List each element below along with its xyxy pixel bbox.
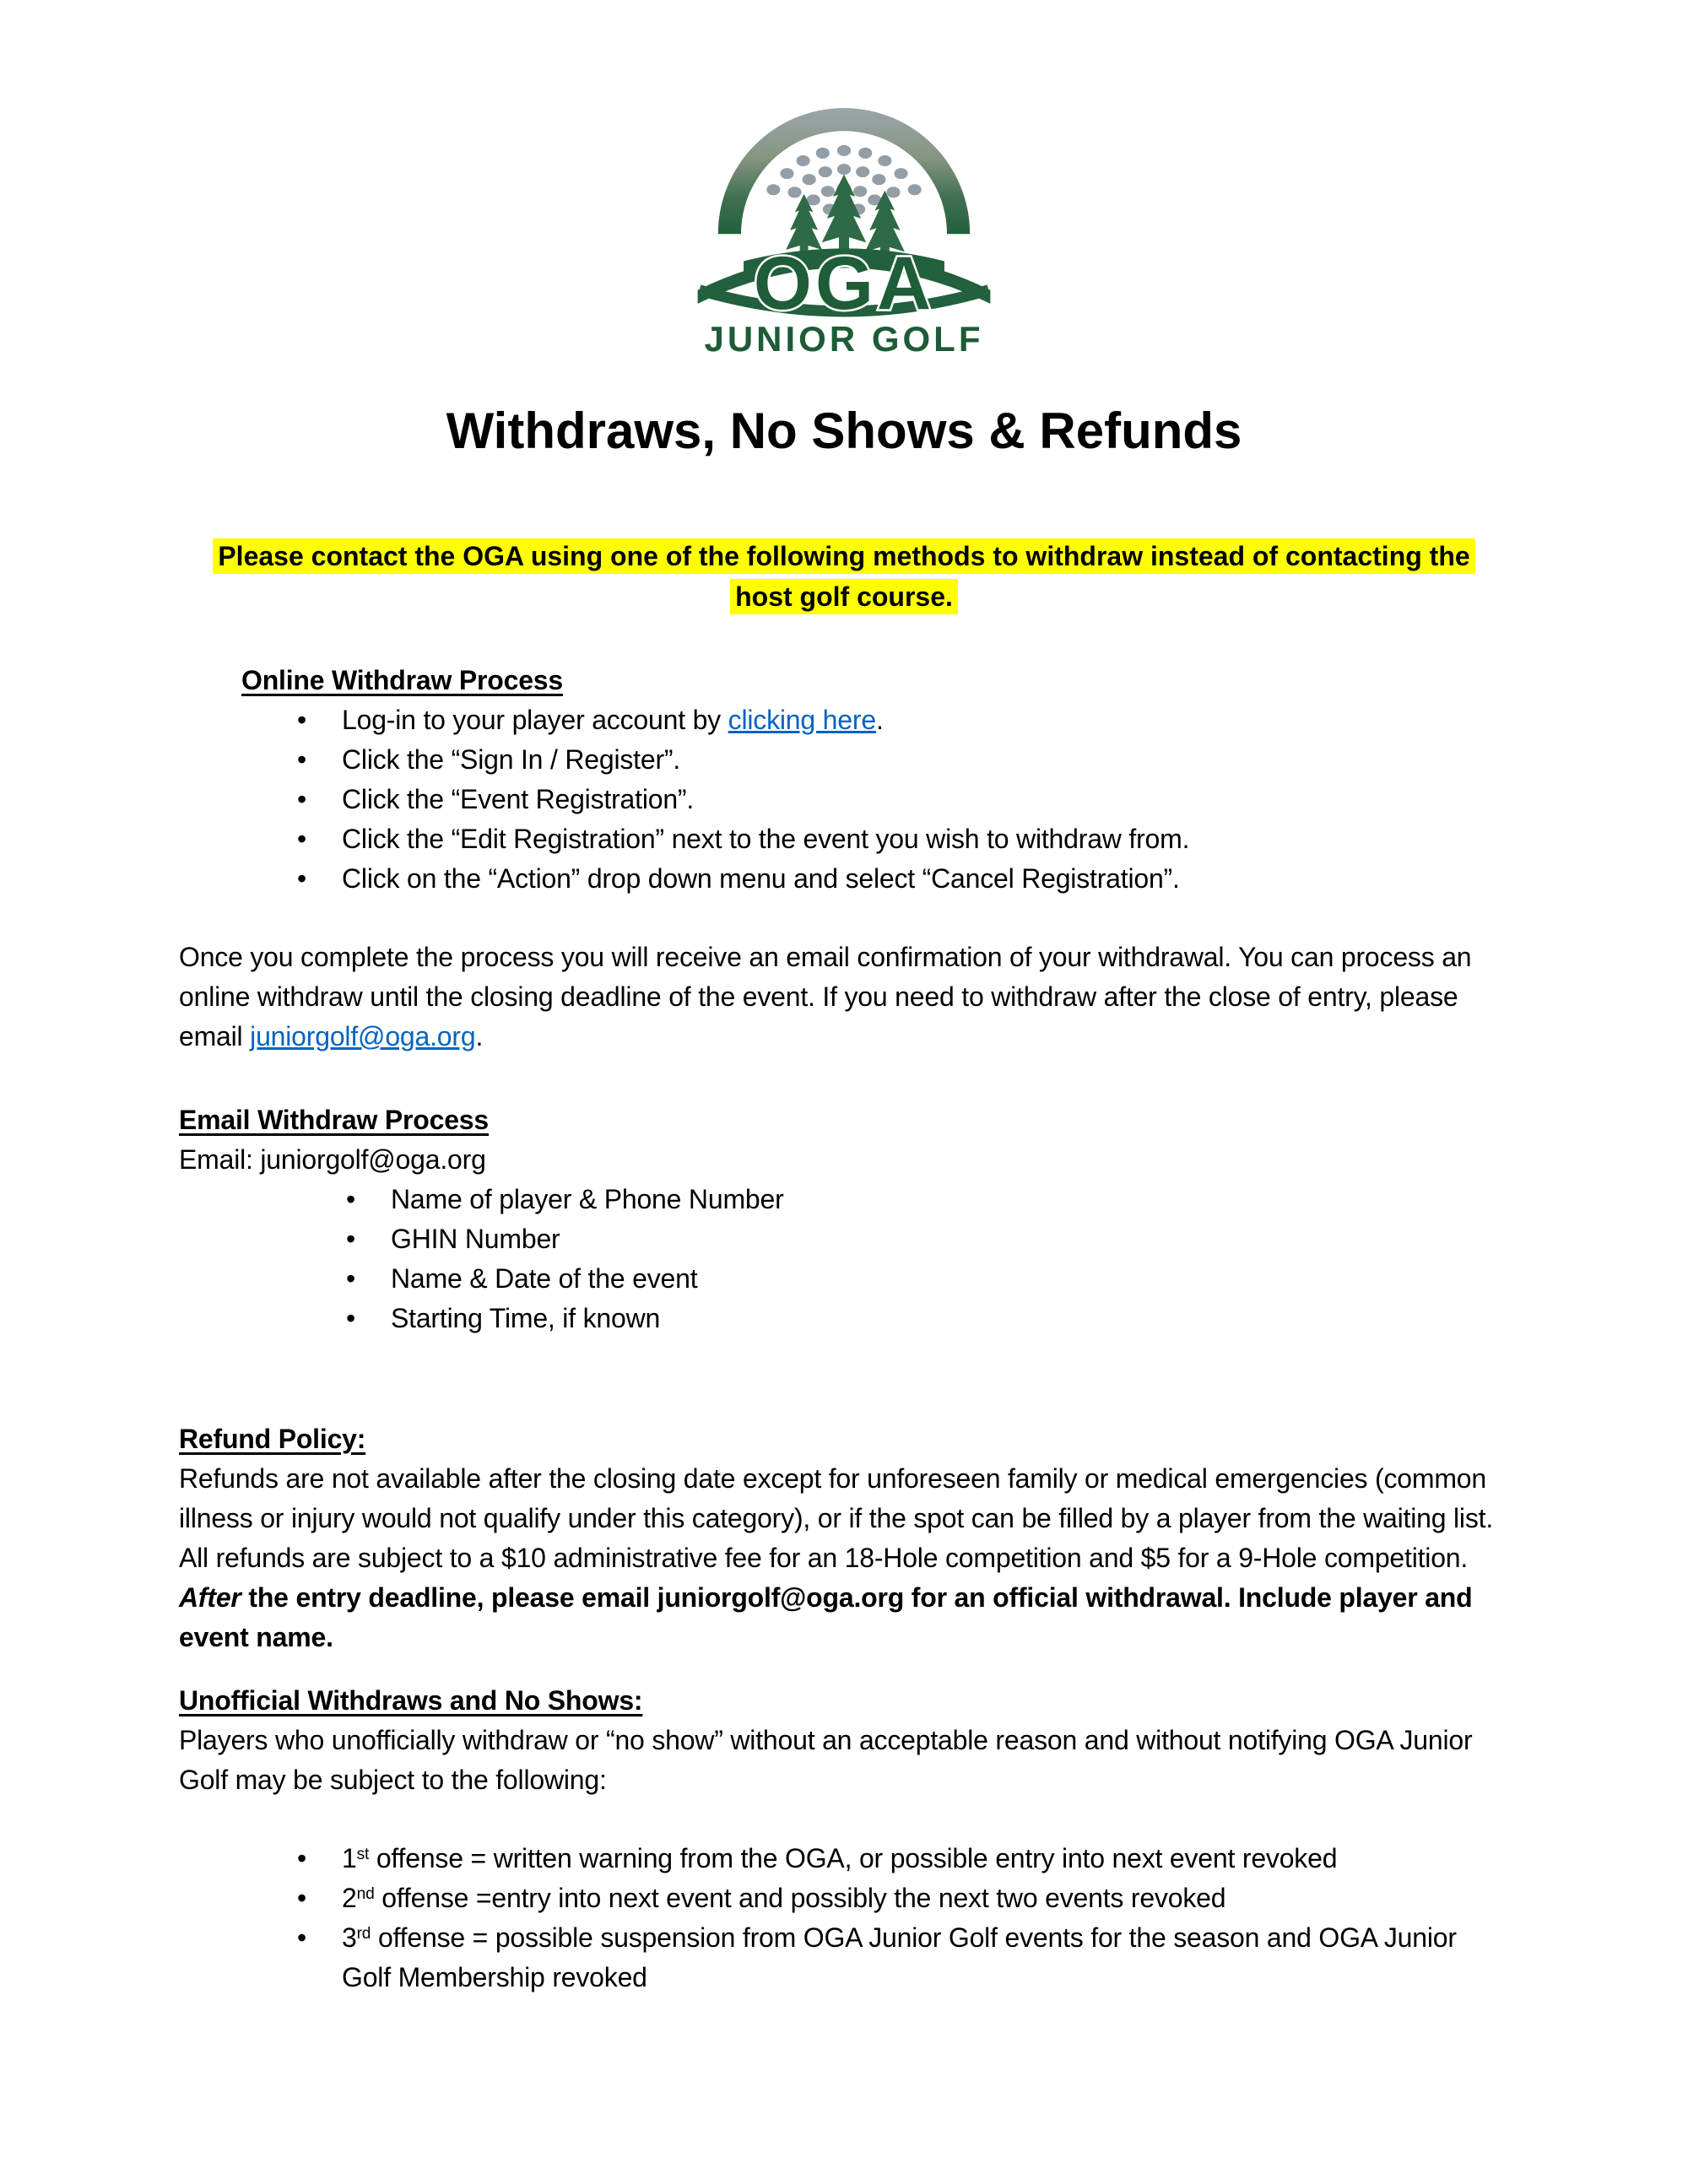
- online-withdraw-steps-list: [179, 700, 1509, 899]
- email-withdraw-items-list: [179, 1180, 1509, 1338]
- step-text: Click the “Sign In / Register”.: [342, 744, 681, 776]
- document-body: [179, 661, 1509, 1997]
- bullet-icon: •: [346, 1303, 356, 1334]
- section-heading-unofficial-withdraws: Unofficial Withdraws and No Shows:: [179, 1685, 643, 1716]
- confirmation-paragraph: [179, 938, 1509, 1057]
- bullet-icon: •: [297, 863, 307, 895]
- list-item: [179, 1259, 1509, 1299]
- offense-number: 1: [342, 1843, 357, 1874]
- step-text: Click the “Event Registration”.: [342, 784, 695, 815]
- section-heading-email-withdraw: Email Withdraw Process: [179, 1105, 489, 1136]
- offense-text: [342, 1843, 1337, 1873]
- ordinal-suffix: nd: [356, 1884, 375, 1903]
- text-segment: offense =entry into next event and possibly the next two events revoked: [374, 1883, 1226, 1914]
- offense-number: 3: [342, 1922, 357, 1954]
- list-item: [179, 859, 1509, 899]
- offense-text: [342, 1883, 1225, 1913]
- item-text: GHIN Number: [391, 1224, 560, 1255]
- item-text: Name & Date of the event: [391, 1263, 698, 1295]
- text-segment: .: [875, 705, 884, 736]
- text-segment-bold: the entry deadline, please email juniorgolf@oga.org for an official withdrawal. Include player and event name.: [179, 1582, 1473, 1653]
- list-item: [179, 1918, 1509, 1997]
- notice-line-2: [0, 576, 1688, 617]
- text-segment: Refunds are not available after the closing date except for unforeseen family or medical emergencies (common illness or injury would not qualify under this category), or if the spot can be filled by a player from the waiting list. All refunds are subject to a $10 administrative fee for an 18-Hole competition and $5 for a 9-Hole competition.: [179, 1463, 1494, 1574]
- refund-policy-paragraph: [179, 1459, 1509, 1657]
- logo-subtitle: JUNIOR GOLF: [704, 319, 984, 359]
- bullet-icon: •: [297, 824, 307, 855]
- clicking-here-link[interactable]: clicking here: [728, 705, 876, 736]
- notice-line-1: [0, 536, 1688, 576]
- ordinal-suffix: rd: [356, 1924, 371, 1943]
- section-heading-online-withdraw: Online Withdraw Process: [241, 665, 563, 696]
- step-text: Click the “Edit Registration” next to the event you wish to withdraw from.: [342, 824, 1190, 855]
- logo-oga-text: OGA: [753, 241, 935, 319]
- email-address-line: Email: juniorgolf@oga.org: [179, 1144, 486, 1176]
- text-segment: offense = written warning from the OGA, or possible entry into next event revoked: [369, 1843, 1338, 1874]
- bullet-icon: •: [346, 1263, 356, 1295]
- offense-text: [342, 1922, 1457, 1992]
- highlighted-text: Please contact the OGA using one of the following methods to withdraw instead of contacting the: [213, 538, 1474, 574]
- bullet-icon: •: [297, 1843, 307, 1874]
- bullet-icon: •: [297, 705, 307, 736]
- text-segment: Once you complete the process you will receive an email confirmation of your withdrawal. You can process an online withdraw until the closing deadline of the event. If you need to withdraw after the close of entry, please email: [179, 942, 1472, 1052]
- oga-logo: [0, 106, 1688, 358]
- text-segment-bold-italic: After: [179, 1582, 241, 1614]
- juniorgolf-email-link[interactable]: juniorgolf@oga.org: [250, 1021, 476, 1052]
- list-item: [179, 819, 1509, 859]
- unofficial-intro-paragraph: Players who unofficially withdraw or “no show” without an acceptable reason and without notifying OGA Junior Golf may be subject to the following:: [179, 1725, 1473, 1796]
- text-segment: .: [475, 1021, 484, 1052]
- item-text: Starting Time, if known: [391, 1303, 661, 1334]
- offense-number: 2: [342, 1883, 357, 1914]
- bullet-icon: •: [297, 1922, 307, 1954]
- highlighted-text: host golf course.: [730, 579, 958, 614]
- text-segment: Log-in to your player account by: [342, 705, 728, 736]
- ordinal-suffix: st: [356, 1845, 370, 1863]
- bullet-icon: •: [297, 744, 307, 776]
- offense-consequences-list: [179, 1839, 1509, 1997]
- section-heading-refund-policy: Refund Policy:: [179, 1424, 366, 1455]
- bullet-icon: •: [346, 1184, 356, 1215]
- withdraw-notice: [0, 536, 1688, 617]
- step-text: [342, 705, 884, 735]
- step-text: Click on the “Action” drop down menu and select “Cancel Registration”.: [342, 863, 1180, 895]
- list-item: [179, 780, 1509, 819]
- page-title: Withdraws, No Shows & Refunds: [446, 403, 1242, 460]
- oga-logo-graphic: [689, 106, 999, 319]
- list-item: [179, 1879, 1509, 1918]
- list-item: [179, 700, 1509, 740]
- item-text: Name of player & Phone Number: [391, 1184, 784, 1215]
- list-item: [179, 1180, 1509, 1219]
- list-item: [179, 1299, 1509, 1338]
- text-segment: offense = possible suspension from OGA Junior Golf events for the season and OGA Junior Golf Membership revoked: [342, 1922, 1457, 1993]
- list-item: [179, 1219, 1509, 1259]
- bullet-icon: •: [346, 1224, 356, 1255]
- list-item: [179, 740, 1509, 780]
- bullet-icon: •: [297, 1883, 307, 1914]
- list-item: [179, 1839, 1509, 1879]
- bullet-icon: •: [297, 784, 307, 815]
